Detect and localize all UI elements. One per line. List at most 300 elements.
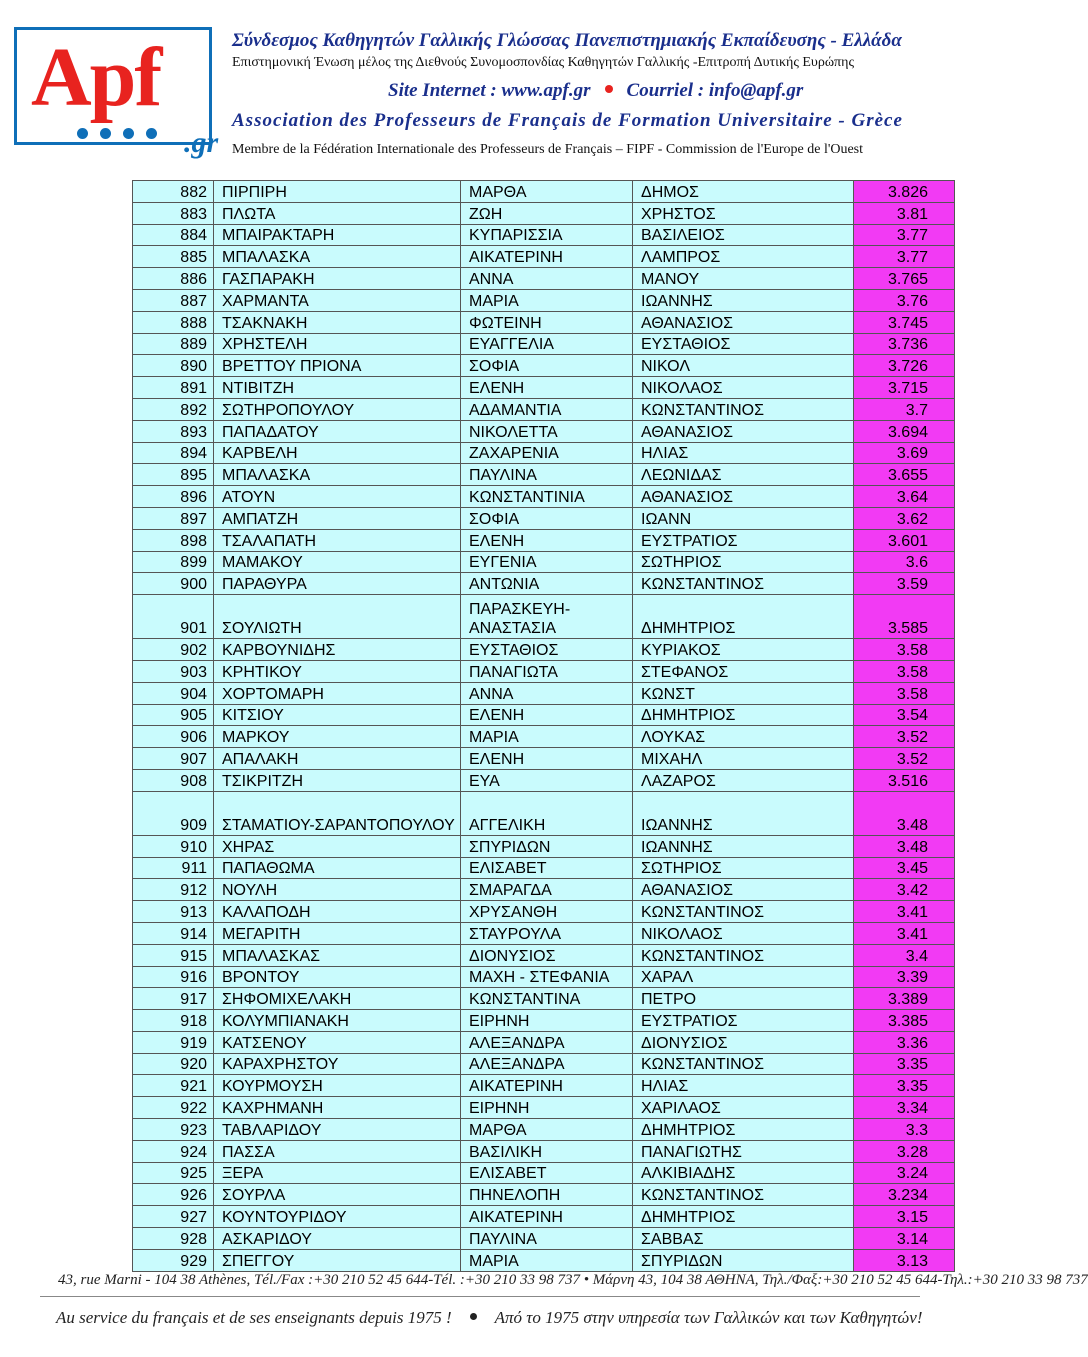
firstname-cell: ΕΛΕΝΗ — [461, 377, 633, 399]
rank-cell: 907 — [133, 748, 214, 770]
rank-cell: 882 — [133, 181, 214, 203]
rank-cell: 910 — [133, 835, 214, 857]
score-cell: 3.28 — [854, 1140, 955, 1162]
fathername-cell: ΠΕΤΡΟ — [633, 988, 854, 1010]
surname-cell: ΒΡΕΤΤΟΥ ΠΡΙΟΝΑ — [214, 355, 461, 377]
table-row — [133, 922, 955, 944]
fathername-cell: ΒΑΣΙΛΕΙΟΣ — [633, 224, 854, 246]
firstname-cell: ΕΙΡΗΝΗ — [461, 1010, 633, 1032]
rank-cell: 890 — [133, 355, 214, 377]
surname-cell: ΤΑΒΛΑΡΙΔΟΥ — [214, 1119, 461, 1141]
rank-cell: 893 — [133, 420, 214, 442]
rank-cell: 902 — [133, 639, 214, 661]
firstname-cell: ΔΙΟΝΥΣΙΟΣ — [461, 944, 633, 966]
surname-cell: ΚΟΥΡΜΟΥΣΗ — [214, 1075, 461, 1097]
table-row — [133, 791, 955, 835]
rank-cell: 883 — [133, 202, 214, 224]
score-cell: 3.39 — [854, 966, 955, 988]
firstname-cell: ΑΙΚΑΤΕΡΙΝΗ — [461, 246, 633, 268]
website-link[interactable]: Site Internet : www.apf.gr — [388, 80, 591, 101]
surname-cell: ΣΟΥΡΛΑ — [214, 1184, 461, 1206]
score-cell: 3.516 — [854, 769, 955, 791]
firstname-cell: ΕΥΓΕΝΙΑ — [461, 551, 633, 573]
surname-cell: ΓΑΣΠΑΡΑΚΗ — [214, 268, 461, 290]
firstname-cell: ΕΛΙΣΑΒΕΤ — [461, 857, 633, 879]
fathername-cell: ΚΩΝΣΤΑΝΤΙΝΟΣ — [633, 573, 854, 595]
fathername-cell: ΑΘΑΝΑΣΙΟΣ — [633, 486, 854, 508]
rank-cell: 924 — [133, 1140, 214, 1162]
ranking-table-container — [132, 180, 954, 1272]
firstname-cell: ΖΩΗ — [461, 202, 633, 224]
firstname-cell: ΑΛΕΞΑΝΔΡΑ — [461, 1031, 633, 1053]
table-row — [133, 507, 955, 529]
surname-cell: ΠΑΡΑΘΥΡΑ — [214, 573, 461, 595]
firstname-cell: ΜΑΡΙΑ — [461, 726, 633, 748]
logo-text: Apf — [31, 31, 161, 124]
fathername-cell: ΔΗΜΟΣ — [633, 181, 854, 203]
ranking-table — [132, 180, 955, 1272]
fathername-cell: ΝΙΚΟΛΑΟΣ — [633, 922, 854, 944]
firstname-cell: ΝΙΚΟΛΕΤΤΑ — [461, 420, 633, 442]
table-row — [133, 1097, 955, 1119]
surname-cell: ΚΑΡΒΟΥΝΙΔΗΣ — [214, 639, 461, 661]
rank-cell: 892 — [133, 398, 214, 420]
firstname-cell: ΚΥΠΑΡΙΣΣΙΑ — [461, 224, 633, 246]
logo-suffix: .gr — [184, 126, 219, 159]
fathername-cell: ΜΑΝΟΥ — [633, 268, 854, 290]
rank-cell: 905 — [133, 704, 214, 726]
fathername-cell: ΕΥΣΤΑΘΙΟΣ — [633, 333, 854, 355]
score-cell: 3.52 — [854, 726, 955, 748]
firstname-cell: ΜΑΧΗ - ΣΤΕΦΑΝΙΑ — [461, 966, 633, 988]
firstname-cell: ΣΟΦΙΑ — [461, 507, 633, 529]
association-subtitle-french: Membre de la Fédération Internationale des Professeurs de Français – FIPF - Commission de l'Europe de l'Ouest — [232, 142, 864, 157]
fathername-cell: ΙΩΑΝΝ — [633, 507, 854, 529]
table-row — [133, 442, 955, 464]
rank-cell: 921 — [133, 1075, 214, 1097]
firstname-cell: ΒΑΣΙΛΙΚΗ — [461, 1140, 633, 1162]
table-row — [133, 486, 955, 508]
table-row — [133, 704, 955, 726]
surname-cell: ΞΕΡΑ — [214, 1162, 461, 1184]
fathername-cell: ΛΟΥΚΑΣ — [633, 726, 854, 748]
apf-logo — [14, 27, 212, 145]
surname-cell: ΜΑΜΑΚΟΥ — [214, 551, 461, 573]
score-cell: 3.715 — [854, 377, 955, 399]
rank-cell: 906 — [133, 726, 214, 748]
table-row — [133, 988, 955, 1010]
firstname-cell: ΑΝΝΑ — [461, 268, 633, 290]
score-cell: 3.35 — [854, 1075, 955, 1097]
score-cell: 3.41 — [854, 922, 955, 944]
firstname-cell: ΑΙΚΑΤΕΡΙΝΗ — [461, 1206, 633, 1228]
table-row — [133, 1162, 955, 1184]
score-cell: 3.234 — [854, 1184, 955, 1206]
rank-cell: 911 — [133, 857, 214, 879]
surname-cell: ΚΑΧΡΗΜΑΝΗ — [214, 1097, 461, 1119]
rank-cell: 929 — [133, 1249, 214, 1271]
table-row — [133, 769, 955, 791]
surname-cell: ΑΤΟΥΝ — [214, 486, 461, 508]
table-row — [133, 660, 955, 682]
association-name-french: Association des Professeurs de Français de Formation Universitaire - Grèce — [232, 110, 903, 131]
firstname-cell: ΦΩΤΕΙΝΗ — [461, 311, 633, 333]
score-cell: 3.48 — [854, 791, 955, 835]
table-row — [133, 1031, 955, 1053]
association-name-greek: Σύνδεσμος Καθηγητών Γαλλικής Γλώσσας Πανεπιστημιακής Εκπαίδευσης - Ελλάδα — [232, 30, 902, 51]
score-cell: 3.13 — [854, 1249, 955, 1271]
rank-cell: 884 — [133, 224, 214, 246]
rank-cell: 928 — [133, 1228, 214, 1250]
surname-cell: ΚΟΥΝΤΟΥΡΙΔΟΥ — [214, 1206, 461, 1228]
fathername-cell: ΣΩΤΗΡΙΟΣ — [633, 857, 854, 879]
rank-cell: 916 — [133, 966, 214, 988]
table-row — [133, 857, 955, 879]
score-cell: 3.736 — [854, 333, 955, 355]
surname-cell: ΧΡΗΣΤΕΛΗ — [214, 333, 461, 355]
fathername-cell: ΚΥΡΙΑΚΟΣ — [633, 639, 854, 661]
score-cell: 3.77 — [854, 224, 955, 246]
firstname-cell: ΠΑΥΛΙΝΑ — [461, 1228, 633, 1250]
table-row — [133, 1075, 955, 1097]
table-row — [133, 748, 955, 770]
footer-divider — [40, 1296, 920, 1297]
contact-line — [388, 80, 803, 102]
firstname-cell: ΑΝΤΩΝΙΑ — [461, 573, 633, 595]
score-cell: 3.64 — [854, 486, 955, 508]
rank-cell: 927 — [133, 1206, 214, 1228]
table-row — [133, 268, 955, 290]
surname-cell: ΚΑΡΑΧΡΗΣΤΟΥ — [214, 1053, 461, 1075]
firstname-cell: ΑΔΑΜΑΝΤΙΑ — [461, 398, 633, 420]
firstname-cell: ΠΑΡΑΣΚΕΥΗ-ΑΝΑΣΤΑΣΙΑ — [461, 595, 633, 639]
fathername-cell: ΚΩΝΣΤΑΝΤΙΝΟΣ — [633, 1053, 854, 1075]
score-cell: 3.655 — [854, 464, 955, 486]
table-row — [133, 398, 955, 420]
fathername-cell: ΧΑΡΙΛΑΟΣ — [633, 1097, 854, 1119]
footer-address: 43, rue Marni - 104 38 Athènes, Tél./Fax :+30 210 52 45 644-Tél. :+30 210 33 98 737 • Μάρνη 43, 104 38 ΑΘΗΝΑ, Τηλ./Φαξ:+30 210 52 45 644-Τηλ.:+30 210 33 98 737 — [58, 1272, 1088, 1288]
firstname-cell: ΑΓΓΕΛΙΚΗ — [461, 791, 633, 835]
score-cell: 3.585 — [854, 595, 955, 639]
fathername-cell: ΑΛΚΙΒΙΑΔΗΣ — [633, 1162, 854, 1184]
firstname-cell: ΜΑΡΙΑ — [461, 1249, 633, 1271]
firstname-cell: ΜΑΡΘΑ — [461, 181, 633, 203]
rank-cell: 900 — [133, 573, 214, 595]
surname-cell: ΒΡΟΝΤΟΥ — [214, 966, 461, 988]
score-cell: 3.62 — [854, 507, 955, 529]
rank-cell: 915 — [133, 944, 214, 966]
table-row — [133, 246, 955, 268]
score-cell: 3.3 — [854, 1119, 955, 1141]
fathername-cell: ΔΙΟΝΥΣΙΟΣ — [633, 1031, 854, 1053]
table-body — [133, 181, 955, 1272]
surname-cell: ΤΣΙΚΡΙΤΖΗ — [214, 769, 461, 791]
logo-dots — [77, 126, 187, 140]
fathername-cell: ΕΥΣΤΡΑΤΙΟΣ — [633, 529, 854, 551]
bullet-icon — [470, 1313, 477, 1320]
score-cell: 3.389 — [854, 988, 955, 1010]
score-cell: 3.7 — [854, 398, 955, 420]
surname-cell: ΣΗΦΟΜΙΧΕΛΑΚΗ — [214, 988, 461, 1010]
rank-cell: 926 — [133, 1184, 214, 1206]
rank-cell: 919 — [133, 1031, 214, 1053]
rank-cell: 895 — [133, 464, 214, 486]
rank-cell: 897 — [133, 507, 214, 529]
score-cell: 3.35 — [854, 1053, 955, 1075]
surname-cell: ΣΟΥΛΙΩΤΗ — [214, 595, 461, 639]
surname-cell: ΝΤΙΒΙΤΖΗ — [214, 377, 461, 399]
fathername-cell: ΛΕΩΝΙΔΑΣ — [633, 464, 854, 486]
score-cell: 3.15 — [854, 1206, 955, 1228]
fathername-cell: ΣΤΕΦΑΝΟΣ — [633, 660, 854, 682]
score-cell: 3.77 — [854, 246, 955, 268]
rank-cell: 903 — [133, 660, 214, 682]
footer-slogans — [56, 1308, 923, 1328]
surname-cell: ΜΕΓΑΡΙΤΗ — [214, 922, 461, 944]
email-link[interactable]: Courriel : info@apf.gr — [626, 80, 804, 101]
surname-cell: ΚΑΤΣΕΝΟΥ — [214, 1031, 461, 1053]
table-row — [133, 944, 955, 966]
rank-cell: 923 — [133, 1119, 214, 1141]
table-row — [133, 1206, 955, 1228]
rank-cell: 908 — [133, 769, 214, 791]
score-cell: 3.745 — [854, 311, 955, 333]
fathername-cell: ΝΙΚΟΛΑΟΣ — [633, 377, 854, 399]
fathername-cell: ΑΘΑΝΑΣΙΟΣ — [633, 311, 854, 333]
firstname-cell: ΕΛΕΝΗ — [461, 704, 633, 726]
fathername-cell: ΜΙΧΑΗΛ — [633, 748, 854, 770]
fathername-cell: ΣΩΤΗΡΙΟΣ — [633, 551, 854, 573]
rank-cell: 887 — [133, 289, 214, 311]
rank-cell: 914 — [133, 922, 214, 944]
table-row — [133, 464, 955, 486]
rank-cell: 901 — [133, 595, 214, 639]
firstname-cell: ΚΩΝΣΤΑΝΤΙΝΙΑ — [461, 486, 633, 508]
firstname-cell: ΕΥΑΓΓΕΛΙΑ — [461, 333, 633, 355]
table-row — [133, 551, 955, 573]
bullet-icon — [605, 85, 613, 93]
table-row — [133, 355, 955, 377]
surname-cell: ΜΑΡΚΟΥ — [214, 726, 461, 748]
surname-cell: ΠΛΩΤΑ — [214, 202, 461, 224]
surname-cell: ΚΡΗΤΙΚΟΥ — [214, 660, 461, 682]
surname-cell: ΧΑΡΜΑΝΤΑ — [214, 289, 461, 311]
score-cell: 3.826 — [854, 181, 955, 203]
table-row — [133, 377, 955, 399]
fathername-cell: ΗΛΙΑΣ — [633, 442, 854, 464]
fathername-cell: ΔΗΜΗΤΡΙΟΣ — [633, 1206, 854, 1228]
rank-cell: 920 — [133, 1053, 214, 1075]
score-cell: 3.601 — [854, 529, 955, 551]
rank-cell: 891 — [133, 377, 214, 399]
firstname-cell: ΣΟΦΙΑ — [461, 355, 633, 377]
surname-cell: ΜΠΑΛΑΣΚΑ — [214, 464, 461, 486]
rank-cell: 904 — [133, 682, 214, 704]
slogan-french: Au service du français et de ses enseignants depuis 1975 ! — [56, 1308, 452, 1327]
table-row — [133, 966, 955, 988]
fathername-cell: ΧΡΗΣΤΟΣ — [633, 202, 854, 224]
surname-cell: ΣΩΤΗΡΟΠΟΥΛΟΥ — [214, 398, 461, 420]
firstname-cell: ΑΙΚΑΤΕΡΙΝΗ — [461, 1075, 633, 1097]
firstname-cell: ΠΗΝΕΛΟΠΗ — [461, 1184, 633, 1206]
rank-cell: 917 — [133, 988, 214, 1010]
surname-cell: ΑΣΚΑΡΙΔΟΥ — [214, 1228, 461, 1250]
firstname-cell: ΖΑΧΑΡΕΝΙΑ — [461, 442, 633, 464]
fathername-cell: ΔΗΜΗΤΡΙΟΣ — [633, 1119, 854, 1141]
surname-cell: ΤΣΑΚΝΑΚΗ — [214, 311, 461, 333]
table-row — [133, 333, 955, 355]
table-row — [133, 224, 955, 246]
table-row — [133, 420, 955, 442]
fathername-cell: ΣΠΥΡΙΔΩΝ — [633, 1249, 854, 1271]
surname-cell: ΚΙΤΣΙΟΥ — [214, 704, 461, 726]
score-cell: 3.24 — [854, 1162, 955, 1184]
score-cell: 3.54 — [854, 704, 955, 726]
table-row — [133, 573, 955, 595]
surname-cell: ΜΠΑΛΑΣΚΑΣ — [214, 944, 461, 966]
firstname-cell: ΜΑΡΘΑ — [461, 1119, 633, 1141]
fathername-cell: ΚΩΝΣΤΑΝΤΙΝΟΣ — [633, 398, 854, 420]
surname-cell: ΤΣΑΛΑΠΑΤΗ — [214, 529, 461, 551]
surname-cell: ΠΙΡΠΙΡΗ — [214, 181, 461, 203]
table-row — [133, 289, 955, 311]
fathername-cell: ΚΩΝΣΤΑΝΤΙΝΟΣ — [633, 1184, 854, 1206]
table-row — [133, 529, 955, 551]
firstname-cell: ΕΙΡΗΝΗ — [461, 1097, 633, 1119]
firstname-cell: ΣΤΑΥΡΟΥΛΑ — [461, 922, 633, 944]
firstname-cell: ΣΜΑΡΑΓΔΑ — [461, 879, 633, 901]
fathername-cell: ΛΑΜΠΡΟΣ — [633, 246, 854, 268]
table-row — [133, 202, 955, 224]
score-cell: 3.42 — [854, 879, 955, 901]
table-row — [133, 726, 955, 748]
surname-cell: ΠΑΠΑΔΑΤΟΥ — [214, 420, 461, 442]
rank-cell: 888 — [133, 311, 214, 333]
fathername-cell: ΔΗΜΗΤΡΙΟΣ — [633, 704, 854, 726]
firstname-cell: ΕΛΕΝΗ — [461, 529, 633, 551]
firstname-cell: ΣΠΥΡΙΔΩΝ — [461, 835, 633, 857]
table-row — [133, 879, 955, 901]
score-cell: 3.765 — [854, 268, 955, 290]
surname-cell: ΝΟΥΛΗ — [214, 879, 461, 901]
table-row — [133, 1140, 955, 1162]
fathername-cell: ΙΩΑΝΝΗΣ — [633, 835, 854, 857]
fathername-cell: ΧΑΡΑΛ — [633, 966, 854, 988]
fathername-cell: ΙΩΑΝΝΗΣ — [633, 289, 854, 311]
rank-cell: 922 — [133, 1097, 214, 1119]
score-cell: 3.45 — [854, 857, 955, 879]
firstname-cell: ΠΑΥΛΙΝΑ — [461, 464, 633, 486]
surname-cell: ΚΟΛΥΜΠΙΑΝΑΚΗ — [214, 1010, 461, 1032]
score-cell: 3.58 — [854, 660, 955, 682]
firstname-cell: ΕΛΙΣΑΒΕΤ — [461, 1162, 633, 1184]
table-row — [133, 639, 955, 661]
score-cell: 3.6 — [854, 551, 955, 573]
surname-cell: ΜΠΑΛΑΣΚΑ — [214, 246, 461, 268]
fathername-cell: ΛΑΖΑΡΟΣ — [633, 769, 854, 791]
surname-cell: ΧΟΡΤΟΜΑΡΗ — [214, 682, 461, 704]
table-row — [133, 1228, 955, 1250]
score-cell: 3.14 — [854, 1228, 955, 1250]
table-row — [133, 682, 955, 704]
letterhead — [0, 0, 960, 172]
table-row — [133, 595, 955, 639]
score-cell: 3.69 — [854, 442, 955, 464]
fathername-cell: ΠΑΝΑΓΙΩΤΗΣ — [633, 1140, 854, 1162]
fathername-cell: ΙΩΑΝΝΗΣ — [633, 791, 854, 835]
surname-cell: ΠΑΣΣΑ — [214, 1140, 461, 1162]
fathername-cell: ΑΘΑΝΑΣΙΟΣ — [633, 879, 854, 901]
rank-cell: 889 — [133, 333, 214, 355]
rank-cell: 913 — [133, 901, 214, 923]
firstname-cell: ΚΩΝΣΤΑΝΤΙΝΑ — [461, 988, 633, 1010]
rank-cell: 898 — [133, 529, 214, 551]
table-row — [133, 1184, 955, 1206]
fathername-cell: ΔΗΜΗΤΡΙΟΣ — [633, 595, 854, 639]
table-row — [133, 181, 955, 203]
firstname-cell: ΧΡΥΣΑΝΘΗ — [461, 901, 633, 923]
rank-cell: 925 — [133, 1162, 214, 1184]
rank-cell: 896 — [133, 486, 214, 508]
rank-cell: 886 — [133, 268, 214, 290]
table-row — [133, 901, 955, 923]
surname-cell: ΜΠΑΙΡΑΚΤΑΡΗ — [214, 224, 461, 246]
table-row — [133, 311, 955, 333]
score-cell: 3.41 — [854, 901, 955, 923]
score-cell: 3.4 — [854, 944, 955, 966]
fathername-cell: ΚΩΝΣΤΑΝΤΙΝΟΣ — [633, 944, 854, 966]
fathername-cell: ΚΩΝΣΤΑΝΤΙΝΟΣ — [633, 901, 854, 923]
rank-cell: 899 — [133, 551, 214, 573]
fathername-cell: ΑΘΑΝΑΣΙΟΣ — [633, 420, 854, 442]
firstname-cell: ΑΛΕΞΑΝΔΡΑ — [461, 1053, 633, 1075]
firstname-cell: ΑΝΝΑ — [461, 682, 633, 704]
firstname-cell: ΜΑΡΙΑ — [461, 289, 633, 311]
surname-cell: ΠΑΠΑΘΩΜΑ — [214, 857, 461, 879]
firstname-cell: ΕΛΕΝΗ — [461, 748, 633, 770]
score-cell: 3.36 — [854, 1031, 955, 1053]
surname-cell: ΧΗΡΑΣ — [214, 835, 461, 857]
score-cell: 3.81 — [854, 202, 955, 224]
fathername-cell: ΝΙΚΟΛ — [633, 355, 854, 377]
fathername-cell: ΚΩΝΣΤ — [633, 682, 854, 704]
surname-cell: ΣΠΕΓΓΟΥ — [214, 1249, 461, 1271]
surname-cell: ΚΑΛΑΠΟΔΗ — [214, 901, 461, 923]
surname-cell: ΣΤΑΜΑΤΙΟΥ-ΣΑΡΑΝΤΟΠΟΥΛΟΥ — [214, 791, 461, 835]
score-cell: 3.385 — [854, 1010, 955, 1032]
association-subtitle-greek: Επιστημονική Ένωση μέλος της Διεθνούς Συνομοσπονδίας Καθηγητών Γαλλικής -Επιτροπή Δυτικής Ευρώπης — [232, 55, 854, 70]
score-cell: 3.58 — [854, 682, 955, 704]
rank-cell: 912 — [133, 879, 214, 901]
slogan-greek: Από το 1975 στην υπηρεσία των Γαλλικών και των Καθηγητών! — [494, 1308, 923, 1327]
table-row — [133, 1053, 955, 1075]
firstname-cell: ΕΥΑ — [461, 769, 633, 791]
fathername-cell: ΕΥΣΤΡΑΤΙΟΣ — [633, 1010, 854, 1032]
surname-cell: ΑΜΠΑΤΖΗ — [214, 507, 461, 529]
firstname-cell: ΠΑΝΑΓΙΩΤΑ — [461, 660, 633, 682]
rank-cell: 918 — [133, 1010, 214, 1032]
score-cell: 3.59 — [854, 573, 955, 595]
firstname-cell: ΕΥΣΤΑΘΙΟΣ — [461, 639, 633, 661]
score-cell: 3.58 — [854, 639, 955, 661]
surname-cell: ΚΑΡΒΕΛΗ — [214, 442, 461, 464]
table-row — [133, 1010, 955, 1032]
fathername-cell: ΣΑΒΒΑΣ — [633, 1228, 854, 1250]
footer — [0, 1262, 1088, 1357]
table-row — [133, 835, 955, 857]
rank-cell: 894 — [133, 442, 214, 464]
score-cell: 3.694 — [854, 420, 955, 442]
